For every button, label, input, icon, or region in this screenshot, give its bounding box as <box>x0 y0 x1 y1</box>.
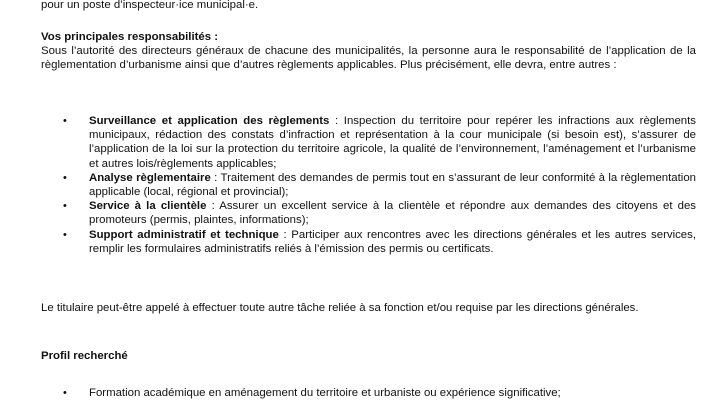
bullet-icon: • <box>63 115 67 127</box>
item-text: Formation académique en aménagement du territoire et urbaniste ou expérience significative; <box>89 387 561 399</box>
item-text: : Participer aux rencontres avec les directions générales et les autres services, remplir les formulaires administratifs reliés à l’émission des permis ou certificats. <box>89 228 696 255</box>
item-text: : Traitement des demandes de permis tout en s’assurant de leur conformité à la règlementation applicable (local, régional et provincial); <box>89 171 697 199</box>
list-item <box>0 171 696 199</box>
bullet-icon: • <box>63 387 67 399</box>
responsibilities-closing: Le titulaire peut-être appelé à effectuer toute autre tâche reliée à sa fonction et/ou requise par les directions générales. <box>41 302 639 314</box>
item-title: Service à la clientèle <box>89 200 207 213</box>
intro-line: pour un poste d’inspecteur·ice municipal·e. <box>41 0 259 11</box>
profile-heading: Profil recherché <box>41 350 128 362</box>
profile-list <box>0 386 696 400</box>
bullet-icon: • <box>63 228 67 241</box>
list-item <box>0 114 696 171</box>
item-text: : Assurer un excellent service à la clientèle et répondre aux demandes des citoyens et des promoteurs (permis, plaintes, informations); <box>89 200 696 227</box>
bullet-icon: • <box>63 171 67 184</box>
item-title: Analyse règlementaire <box>89 171 211 184</box>
responsibilities-intro: Sous l’autorité des directeurs généraux de chacune des municipalités, la personne aura le responsabilité de l’application de la règlementation d’urbanisme ainsi que d’autres règlements applicables. Plus précisément, elle devra, entre autres : <box>41 45 696 72</box>
responsibilities-heading: Vos principales responsabilités : <box>41 31 219 43</box>
item-text: : Inspection du territoire pour repérer les infractions aux règlements municipaux, rédaction des constats d’infraction et représentation à la cour municipale (si besoin est), s’assurer de l’application de la loi sur la protection du territoire agricole, la qualité de l’environnement, l’aménagement et l’urbanisme et autres lois/règlements applicables; <box>89 115 696 170</box>
responsibilities-list <box>0 114 696 256</box>
list-item <box>0 199 696 227</box>
item-title: Support administratif et technique <box>89 228 279 241</box>
list-item <box>0 228 696 256</box>
bullet-icon: • <box>63 200 67 213</box>
list-item <box>0 386 696 400</box>
item-title: Surveillance et application des règlements <box>89 115 330 127</box>
